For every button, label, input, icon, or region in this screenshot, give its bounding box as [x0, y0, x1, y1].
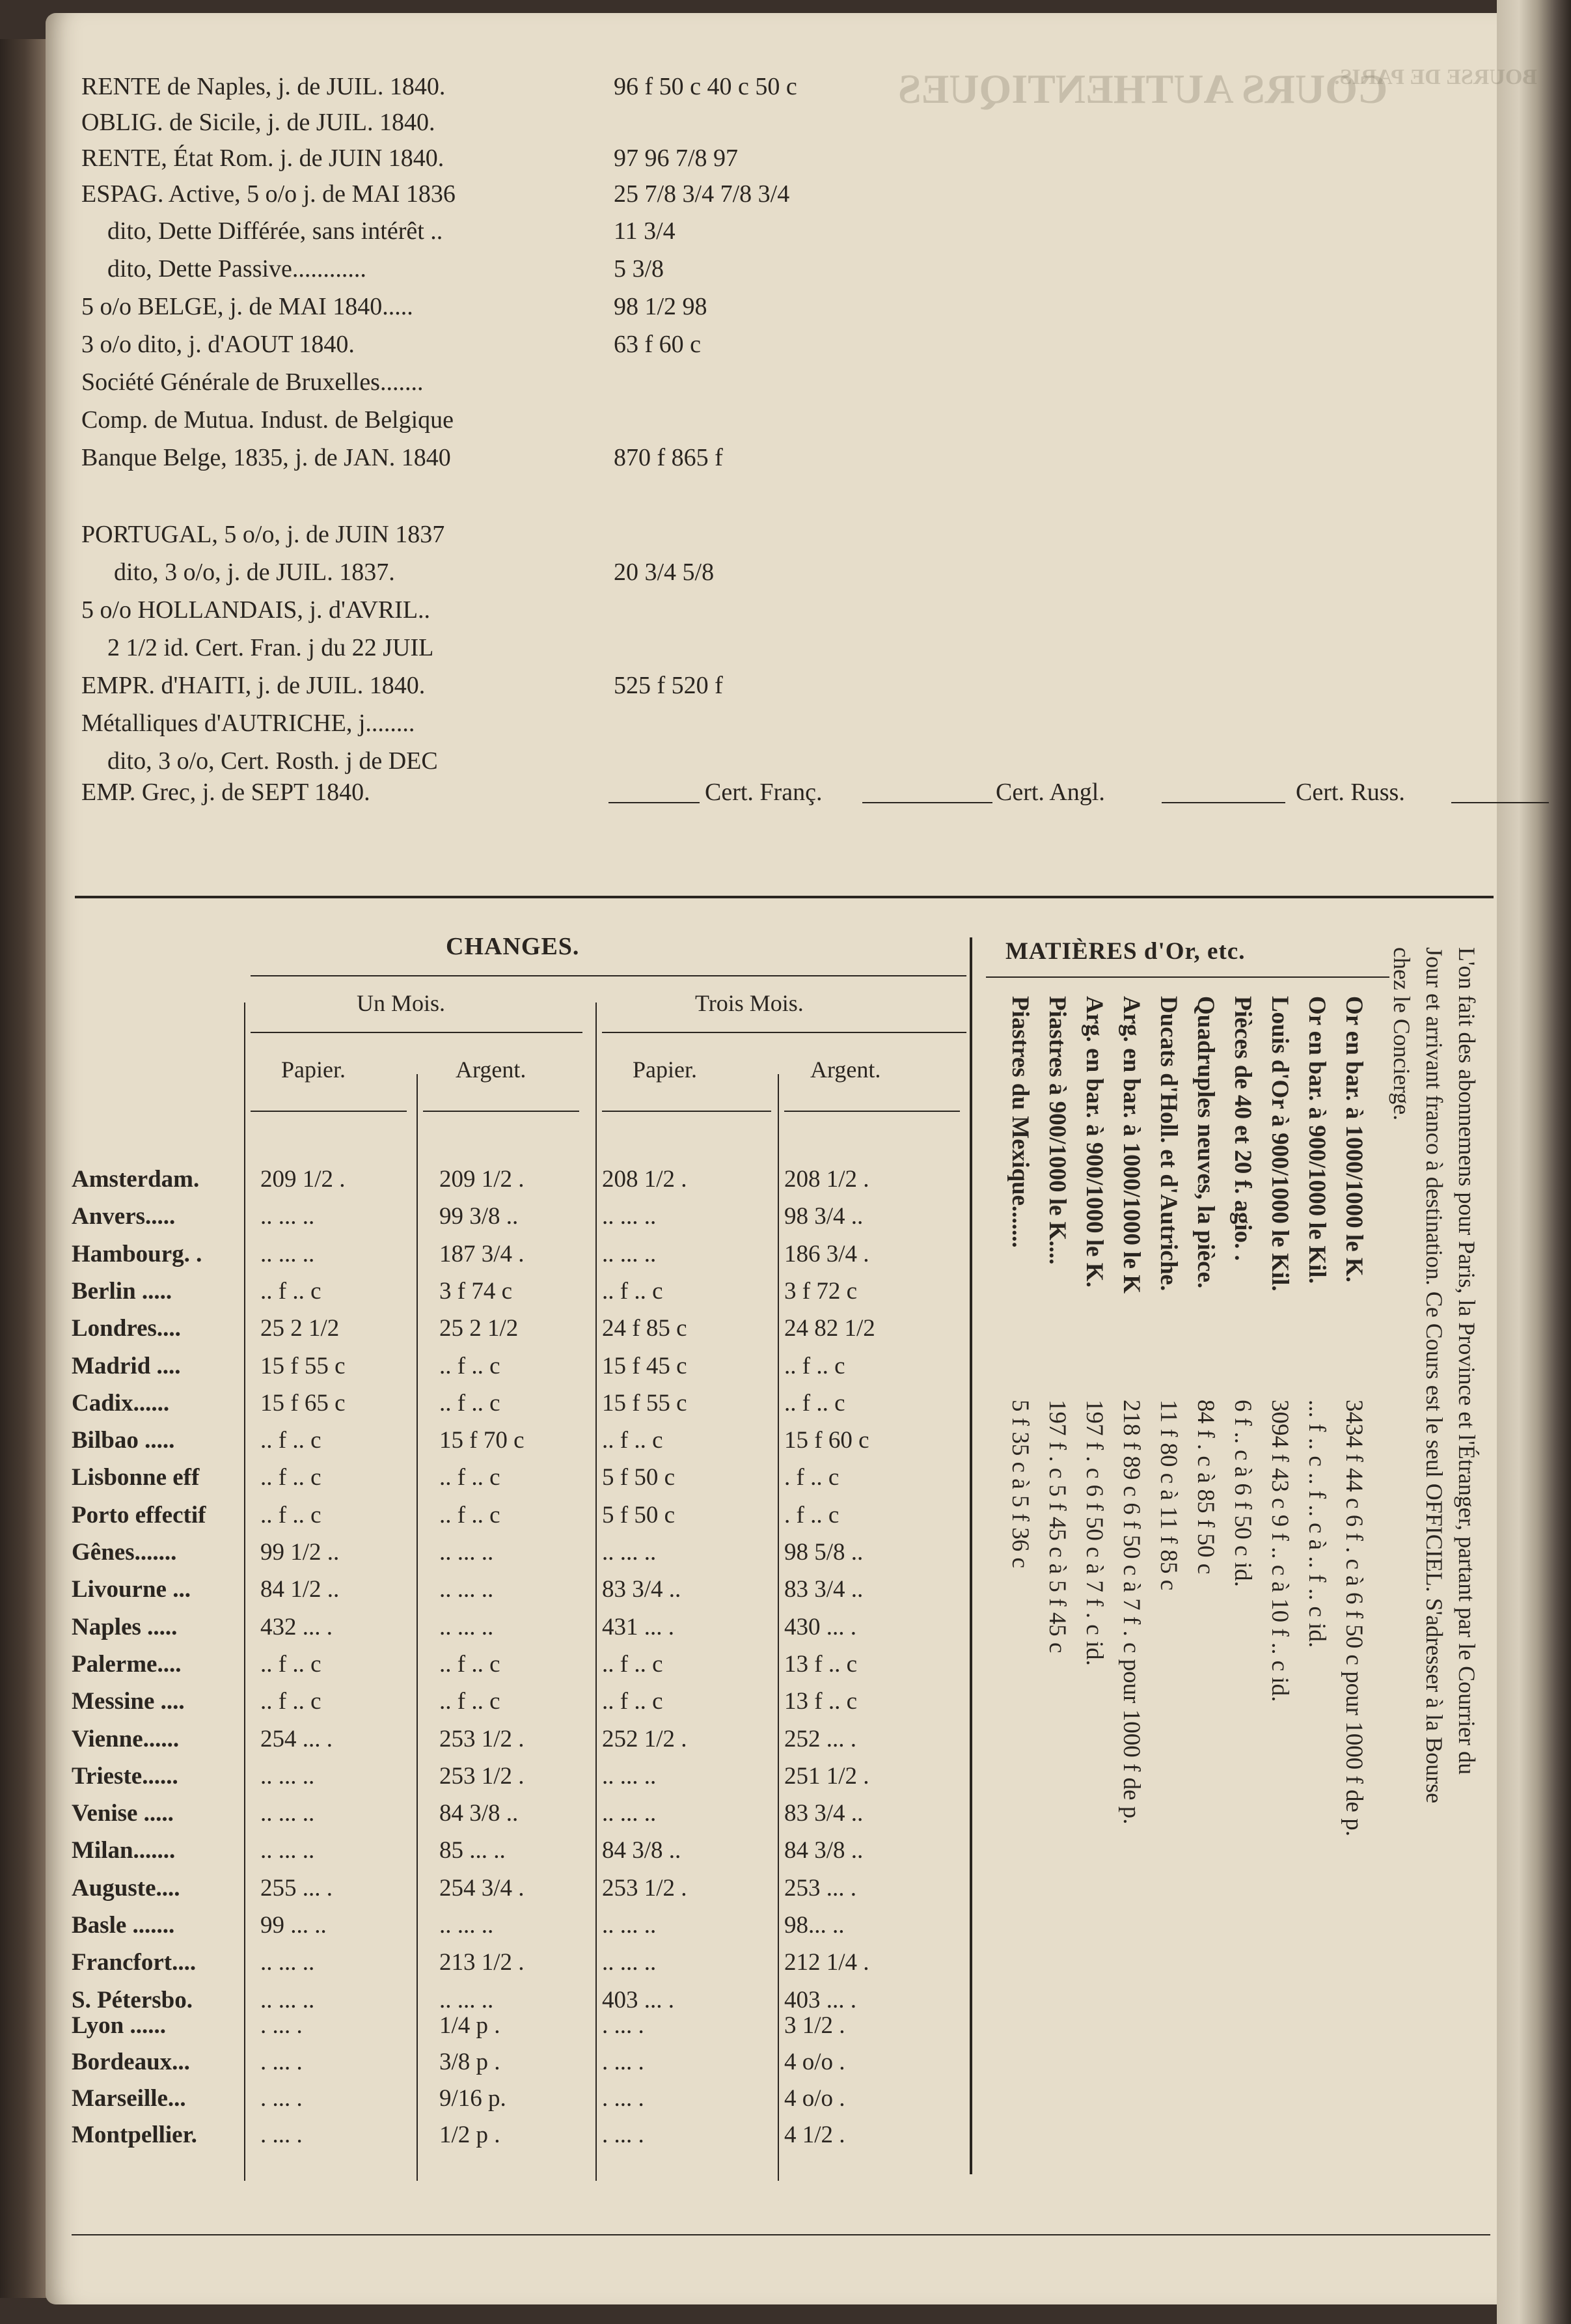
bleedthrough-heading: COURS AUTHENTIQUES — [898, 66, 1388, 112]
rente-value: 870 f 865 f — [614, 444, 723, 471]
change-value: .. ... .. — [602, 1539, 657, 1566]
bottom-rule — [72, 2234, 1490, 2235]
notice-line: L'on fait des abonnemens pour Paris, la Province et l'Étranger, partant par le Courrier du — [1454, 947, 1480, 1775]
matieres-title — [1005, 937, 1245, 965]
matieres-label: Louis d'Or à 900/1000 le Kil. — [1266, 996, 1293, 1292]
change-value: . ... . — [260, 2085, 303, 2112]
change-value: 25 2 1/2 — [439, 1315, 519, 1342]
section-divider — [75, 896, 1494, 898]
change-value: . f .. c — [784, 1501, 840, 1529]
change-value: 15 f 55 c — [260, 1352, 346, 1379]
change-value: .. f .. c — [602, 1650, 663, 1678]
change-value: . ... . — [260, 2049, 303, 2075]
cert-russ-label: Cert. Russ. — [1296, 779, 1405, 806]
city-label: Trieste...... — [72, 1762, 178, 1790]
rente-label: Banque Belge, 1835, j. de JAN. 1840 — [81, 444, 451, 471]
change-value: .. ... .. — [602, 1949, 657, 1976]
matieres-item — [1302, 996, 1331, 2155]
rente-label: dito, Dette Passive............ — [107, 255, 366, 283]
change-value: 15 f 55 c — [602, 1389, 687, 1417]
change-value: 403 ... . — [784, 1986, 856, 2013]
papier-header-2: Papier. — [633, 1057, 697, 1083]
change-value: 24 f 85 c — [602, 1315, 687, 1342]
change-value: .. f .. c — [439, 1501, 500, 1529]
change-value: 98 3/4 .. — [784, 1203, 864, 1230]
rente-value: 5 3/8 — [614, 255, 664, 283]
change-value: 15 f 65 c — [260, 1389, 346, 1417]
change-value: 3 1/2 . — [784, 2012, 845, 2039]
col-rule-matieres — [970, 937, 972, 2174]
city-label: Lisbonne eff — [72, 1464, 200, 1491]
change-value: 253 1/2 . — [439, 1725, 525, 1752]
city-label: Naples ..... — [72, 1613, 178, 1640]
change-value: .. f .. c — [260, 1427, 321, 1454]
city-label: Livourne ... — [72, 1576, 191, 1603]
change-value: 4 1/2 . — [784, 2122, 845, 2148]
matieres-value: ... f .. c .. f .. c à .. f .. c id. — [1304, 1400, 1330, 1648]
change-value: .. ... .. — [602, 1203, 657, 1230]
change-value: 99 1/2 .. — [260, 1539, 340, 1566]
change-value: 15 f 60 c — [784, 1427, 869, 1454]
change-value: 84 3/8 .. — [784, 1837, 864, 1864]
rente-label: dito, Dette Différée, sans intérêt .. — [107, 217, 443, 245]
change-value: . ... . — [260, 2012, 303, 2039]
changes-table — [72, 1165, 970, 2181]
change-value: .. ... .. — [602, 1912, 657, 1939]
book-binding-right — [1497, 0, 1571, 2324]
change-value: 253 1/2 . — [602, 1874, 687, 1902]
rente-value: 20 3/4 5/8 — [614, 559, 715, 586]
matieres-label: Pièces de 40 et 20 f. agio. . — [1229, 996, 1256, 1261]
change-value: . f .. c — [784, 1464, 840, 1491]
matieres-item — [1154, 996, 1182, 2155]
rente-label: 5 o/o HOLLANDAIS, j. d'AVRIL.. — [81, 596, 431, 624]
rentes-section — [81, 73, 927, 815]
argent-rule-2 — [784, 1111, 960, 1112]
change-value: 9/16 p. — [439, 2085, 506, 2112]
rente-label: RENTE, État Rom. j. de JUIN 1840. — [81, 145, 444, 172]
change-value: 85 ... .. — [439, 1837, 506, 1864]
rente-label: ESPAG. Active, 5 o/o j. de MAI 1836 — [81, 180, 456, 208]
rente-label: Métalliques d'AUTRICHE, j........ — [81, 710, 415, 737]
matieres-item — [1265, 996, 1294, 2155]
change-value: .. ... .. — [602, 1762, 657, 1790]
matieres-title-rule — [986, 976, 1389, 978]
matieres-item — [1080, 996, 1108, 2155]
change-value: .. ... .. — [602, 1800, 657, 1827]
un-mois-rule — [251, 1032, 582, 1033]
change-value: .. f .. c — [439, 1688, 500, 1715]
change-value: 208 1/2 . — [602, 1166, 687, 1193]
rente-value: 63 f 60 c — [614, 331, 702, 358]
change-value: .. ... .. — [260, 1949, 315, 1976]
rente-row — [81, 255, 927, 284]
city-label: Lyon ...... — [72, 2012, 166, 2039]
matieres-label: Quadruples neuves, la pièce. — [1192, 996, 1219, 1289]
emp-grec-row — [81, 779, 1448, 807]
cert-franc-label: Cert. Franç. — [705, 779, 823, 806]
change-value: 5 f 50 c — [602, 1501, 675, 1529]
cert-russ-blank-end — [1451, 802, 1549, 803]
rente-label: OBLIG. de Sicile, j. de JUIL. 1840. — [81, 109, 435, 136]
rente-row — [81, 331, 927, 359]
rente-value: 98 1/2 98 — [614, 293, 707, 320]
matieres-value: 6 f .. c à 6 f 50 c id. — [1229, 1400, 1256, 1587]
change-value: 84 3/8 .. — [439, 1800, 519, 1827]
change-value: 24 82 1/2 — [784, 1315, 875, 1342]
change-value: .. ... .. — [260, 1762, 315, 1790]
city-label: Gênes....... — [72, 1539, 177, 1566]
city-label: Madrid .... — [72, 1352, 181, 1379]
rente-value: 525 f 520 f — [614, 672, 723, 699]
change-value: .. ... .. — [260, 1203, 315, 1230]
city-label: S. Pétersbo. — [72, 1986, 193, 2013]
change-value: 83 3/4 .. — [784, 1800, 864, 1827]
change-value: .. f .. c — [784, 1352, 845, 1379]
city-label: Marseille... — [72, 2085, 186, 2112]
matieres-item — [1228, 996, 1257, 2155]
change-value: 25 2 1/2 — [260, 1315, 340, 1342]
matieres-value: 3094 f 43 c 9 f .. c à 10 f .. c id. — [1266, 1400, 1293, 1702]
matieres-item — [1339, 996, 1368, 2155]
changes-title-rule — [251, 975, 966, 976]
notice-line: chez le Concierge. — [1389, 947, 1415, 1121]
rente-row — [81, 109, 927, 137]
matieres-value: 218 f 89 c 6 f 50 c à 7 f . c pour 1000 f de p. — [1118, 1400, 1145, 1825]
change-value: 1/4 p . — [439, 2012, 500, 2039]
change-value: 187 3/4 . — [439, 1240, 525, 1267]
change-value: .. ... .. — [439, 1576, 494, 1603]
change-value: 3 f 72 c — [784, 1277, 857, 1305]
papier-rule-2 — [602, 1111, 771, 1112]
city-label: Cadix...... — [72, 1389, 170, 1417]
change-value: 432 ... . — [260, 1613, 333, 1640]
change-value: .. f .. c — [439, 1650, 500, 1678]
change-value: .. f .. c — [260, 1650, 321, 1678]
change-value: .. f .. c — [260, 1464, 321, 1491]
matieres-label: Ducats d'Holl. et d'Autriche. — [1155, 996, 1182, 1292]
change-value: 186 3/4 . — [784, 1240, 869, 1267]
change-value: 3/8 p . — [439, 2049, 500, 2075]
matieres-label: Piastres du Mexique....... — [1007, 996, 1033, 1248]
cert-angl-blank — [862, 802, 992, 803]
change-value: 1/2 p . — [439, 2122, 500, 2148]
rente-label: RENTE de Naples, j. de JUIL. 1840. — [81, 73, 446, 100]
change-value: 208 1/2 . — [784, 1166, 869, 1193]
matieres-value: 11 f 80 c à 11 f 85 c — [1155, 1400, 1182, 1591]
rente-label: 3 o/o dito, j. d'AOUT 1840. — [81, 331, 355, 358]
city-label: Auguste.... — [72, 1874, 180, 1902]
rente-value: 25 7/8 3/4 7/8 3/4 — [614, 180, 790, 208]
city-label: Basle ....... — [72, 1912, 175, 1939]
trois-mois-rule — [602, 1032, 966, 1033]
change-value: .. ... .. — [439, 1539, 494, 1566]
argent-header-1: Argent. — [456, 1057, 526, 1083]
change-value: . ... . — [260, 2122, 303, 2148]
notice-line: Jour et arrivant franco à destination. Ce Cours est le seul OFFICIEL. S'adresser à la Bourse — [1421, 947, 1447, 1804]
change-value: 99 3/8 .. — [439, 1203, 519, 1230]
emp-grec-label: EMP. Grec, j. de SEPT 1840. — [81, 779, 370, 806]
change-value: .. f .. c — [439, 1389, 500, 1417]
papier-header-1: Papier. — [281, 1057, 346, 1083]
city-label: Bordeaux... — [72, 2049, 190, 2075]
matieres-label: Arg. en bar. à 900/1000 le K. — [1081, 996, 1108, 1288]
rente-row — [81, 444, 927, 473]
change-value: 430 ... . — [784, 1613, 856, 1640]
matieres-value: 197 f . c 5 f 45 c à 5 f 45 c — [1044, 1400, 1071, 1653]
change-value: 255 ... . — [260, 1874, 333, 1902]
matieres-item — [1043, 996, 1071, 2155]
change-value: .. f .. c — [439, 1464, 500, 1491]
rente-value: 96 f 50 c 40 c 50 c — [614, 73, 797, 100]
change-value: .. ... .. — [260, 1986, 315, 2013]
matieres-label: Arg. en bar. à 1000/1000 le K — [1118, 996, 1145, 1294]
matieres-item — [1005, 996, 1034, 2155]
rente-row — [81, 293, 927, 322]
change-value: .. f .. c — [602, 1688, 663, 1715]
change-value: 4 o/o . — [784, 2085, 845, 2112]
change-value: 84 3/8 .. — [602, 1837, 681, 1864]
change-value: 209 1/2 . — [260, 1166, 346, 1193]
city-label: Berlin ..... — [72, 1277, 172, 1305]
change-value: 5 f 50 c — [602, 1464, 675, 1491]
un-mois-header: Un Mois. — [357, 990, 446, 1016]
change-value: .. f .. c — [260, 1501, 321, 1529]
city-label: Venise ..... — [72, 1800, 174, 1827]
change-value: 15 f 70 c — [439, 1427, 525, 1454]
city-label: Anvers..... — [72, 1203, 176, 1230]
change-value: 252 ... . — [784, 1725, 856, 1752]
change-value: .. ... .. — [260, 1240, 315, 1267]
change-value: 15 f 45 c — [602, 1352, 687, 1379]
matieres-title-text: MATIÈRES d'Or, etc. — [1005, 938, 1246, 965]
city-label: Londres.... — [72, 1315, 181, 1342]
trois-mois-header: Trois Mois. — [695, 990, 804, 1016]
change-value: . ... . — [602, 2049, 644, 2075]
city-label: Bilbao ..... — [72, 1427, 175, 1454]
change-value: 252 1/2 . — [602, 1725, 687, 1752]
change-value: 253 ... . — [784, 1874, 856, 1902]
city-label: Milan....... — [72, 1837, 176, 1864]
rente-row — [81, 747, 927, 776]
matieres-item — [1191, 996, 1220, 2155]
change-value: 83 3/4 .. — [784, 1576, 864, 1603]
change-value: .. f .. c — [439, 1352, 500, 1379]
change-value: .. ... .. — [602, 1240, 657, 1267]
rente-row — [81, 521, 927, 549]
matieres-value: 5 f 35 c à 5 f 36 c — [1007, 1400, 1033, 1568]
matieres-value: 3434 f 44 c 6 f . c à 6 f 50 c pour 1000 f de p. — [1341, 1400, 1367, 1836]
rente-row — [81, 596, 927, 625]
city-label: Palerme.... — [72, 1650, 182, 1678]
change-value: 99 ... .. — [260, 1912, 327, 1939]
change-value: 13 f .. c — [784, 1650, 857, 1678]
rente-value: 11 3/4 — [614, 217, 676, 245]
rente-row — [81, 710, 927, 738]
change-value: .. f .. c — [260, 1688, 321, 1715]
rente-label: Société Générale de Bruxelles....... — [81, 368, 424, 396]
change-value: 13 f .. c — [784, 1688, 857, 1715]
change-value: .. f .. c — [602, 1427, 663, 1454]
cert-franc-blank — [608, 802, 700, 803]
rente-row — [81, 145, 927, 173]
rente-label: dito, 3 o/o, Cert. Rosth. j de DEC — [107, 747, 438, 775]
city-label: Vienne...... — [72, 1725, 180, 1752]
change-value: .. f .. c — [260, 1277, 321, 1305]
change-value: .. ... .. — [439, 1912, 494, 1939]
change-value: .. ... .. — [439, 1613, 494, 1640]
change-value: .. f .. c — [602, 1277, 663, 1305]
change-value: 213 1/2 . — [439, 1949, 525, 1976]
change-value: .. f .. c — [784, 1389, 845, 1417]
cert-angl-label: Cert. Angl. — [996, 779, 1105, 806]
rente-row — [81, 634, 927, 663]
papier-rule-1 — [251, 1111, 407, 1112]
city-label: Hambourg. . — [72, 1240, 202, 1267]
rente-row — [81, 217, 927, 246]
rente-label: PORTUGAL, 5 o/o, j. de JUIN 1837 — [81, 521, 445, 548]
matieres-label: Piastres à 900/1000 le K.... — [1044, 996, 1071, 1265]
change-value: 254 3/4 . — [439, 1874, 525, 1902]
change-value: . ... . — [602, 2085, 644, 2112]
city-label: Francfort.... — [72, 1949, 197, 1976]
matieres-value: 84 f . c à 85 f 50 c — [1192, 1400, 1219, 1575]
matieres-label: Or en bar. à 900/1000 le Kil. — [1304, 996, 1330, 1284]
change-value: 3 f 74 c — [439, 1277, 512, 1305]
change-value: 98 5/8 .. — [784, 1539, 864, 1566]
change-value: 403 ... . — [602, 1986, 674, 2013]
change-value: 4 o/o . — [784, 2049, 845, 2075]
change-value: 84 1/2 .. — [260, 1576, 340, 1603]
city-label: Porto effectif — [72, 1501, 206, 1529]
change-value: . ... . — [602, 2012, 644, 2039]
change-value: .. ... .. — [260, 1800, 315, 1827]
bleedthrough-corner: BOURSE DE PARIS. — [1334, 65, 1538, 89]
changes-title: CHANGES. — [446, 933, 580, 960]
change-value: 209 1/2 . — [439, 1166, 525, 1193]
change-value: 83 3/4 .. — [602, 1576, 681, 1603]
rente-row — [81, 406, 927, 435]
rente-row — [81, 180, 927, 209]
matieres-value: 197 f . c 6 f 50 c à 7 f . c id. — [1081, 1400, 1108, 1666]
rente-row — [81, 368, 927, 397]
rente-label: EMPR. d'HAITI, j. de JUIL. 1840. — [81, 672, 426, 699]
cert-russ-blank — [1162, 802, 1285, 803]
rente-label: 5 o/o BELGE, j. de MAI 1840..... — [81, 293, 413, 320]
rente-label: 2 1/2 id. Cert. Fran. j du 22 JUIL — [107, 634, 434, 661]
change-value: 212 1/4 . — [784, 1949, 869, 1976]
change-value: .. ... .. — [439, 1986, 494, 2013]
argent-rule-1 — [423, 1111, 579, 1112]
change-value: 431 ... . — [602, 1613, 674, 1640]
city-label: Messine .... — [72, 1688, 185, 1715]
rente-value: 97 96 7/8 97 — [614, 145, 739, 172]
argent-header-2: Argent. — [810, 1057, 881, 1083]
change-value: .. ... .. — [260, 1837, 315, 1864]
matieres-label: Or en bar. à 1000/1000 le K. — [1341, 996, 1367, 1282]
matieres-item — [1117, 996, 1145, 2155]
change-value: 254 ... . — [260, 1725, 333, 1752]
rente-row — [81, 73, 927, 102]
rente-label: Comp. de Mutua. Indust. de Belgique — [81, 406, 454, 434]
change-value: 98... .. — [784, 1912, 845, 1939]
city-label: Montpellier. — [72, 2122, 197, 2148]
change-value: 251 1/2 . — [784, 1762, 869, 1790]
city-label: Amsterdam. — [72, 1166, 200, 1193]
change-value: . ... . — [602, 2122, 644, 2148]
rente-row — [81, 672, 927, 700]
rente-row — [81, 559, 927, 587]
rente-label: dito, 3 o/o, j. de JUIL. 1837. — [114, 559, 395, 586]
change-value: 253 1/2 . — [439, 1762, 525, 1790]
